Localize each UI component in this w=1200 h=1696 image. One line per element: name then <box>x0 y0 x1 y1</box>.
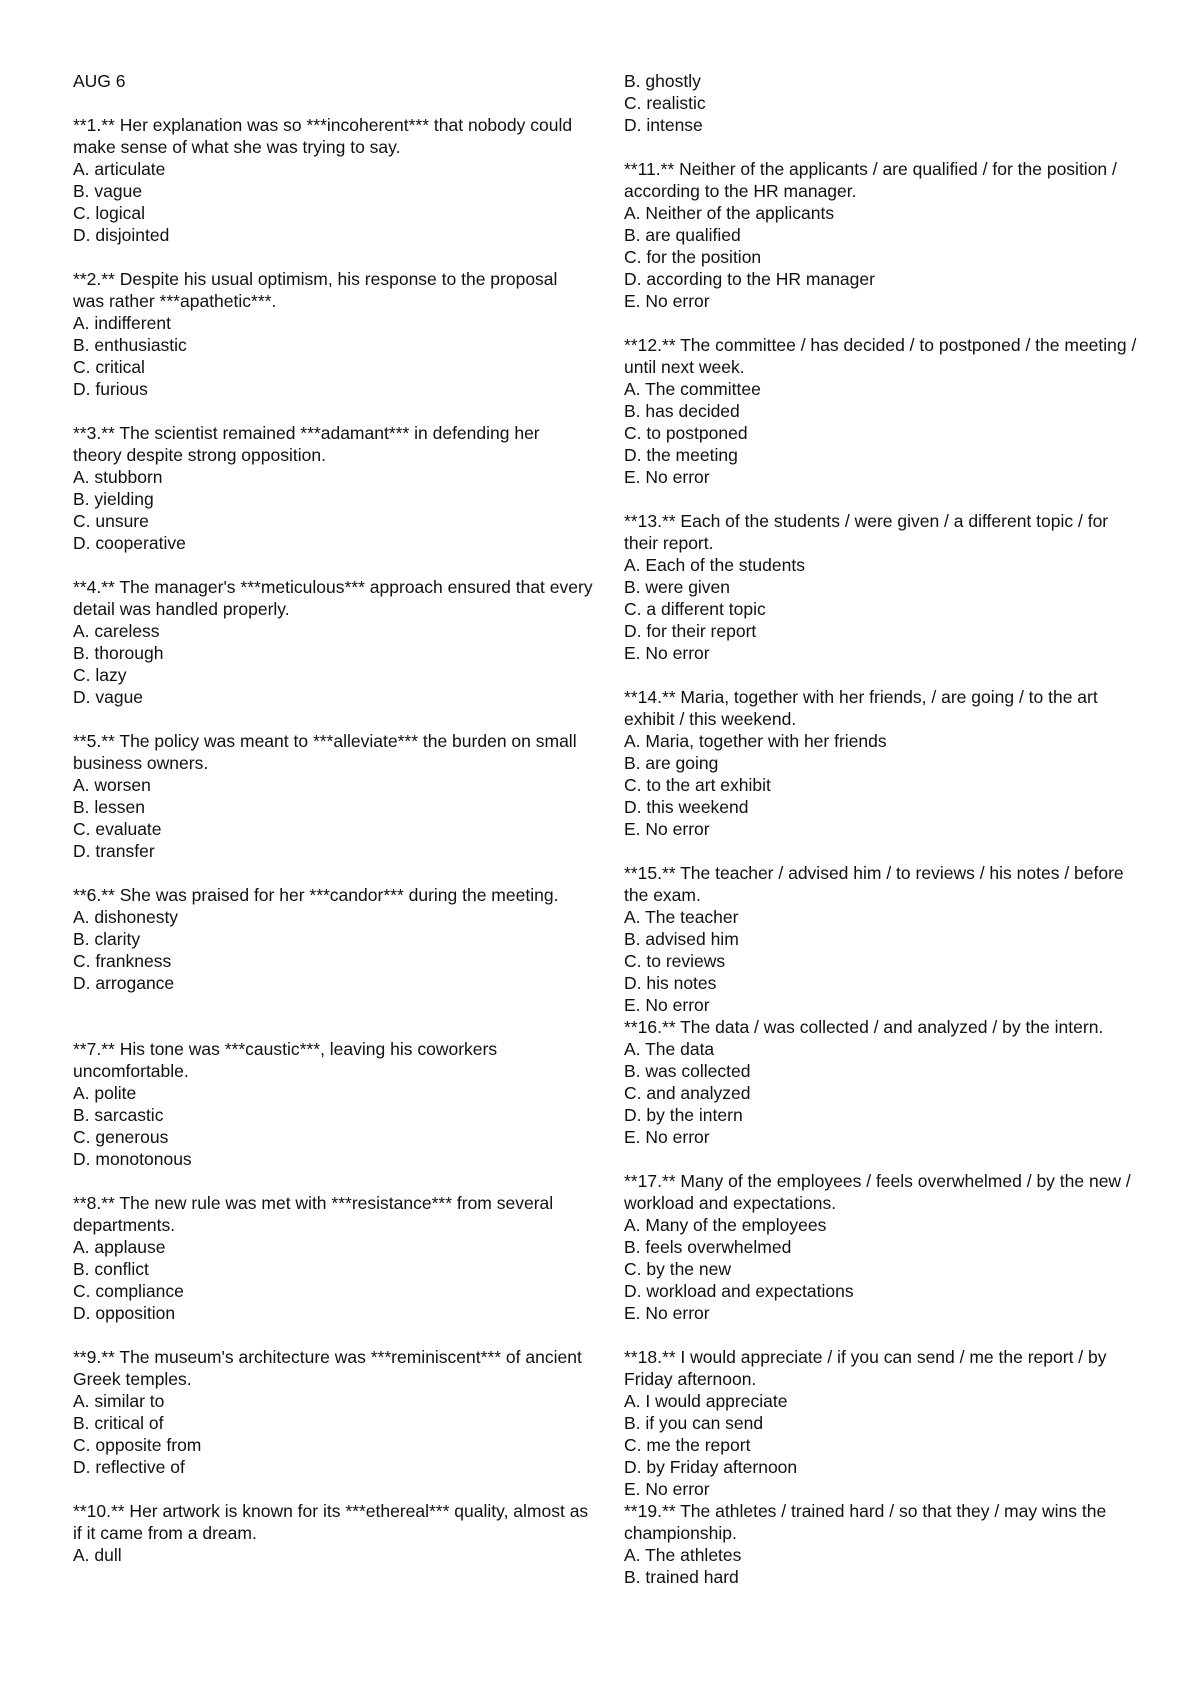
question-11 <box>624 158 1144 312</box>
option: C. me the report <box>624 1435 751 1455</box>
option: D. according to the HR manager <box>624 269 875 289</box>
option: D. transfer <box>73 841 155 861</box>
option: D. monotonous <box>73 1149 192 1169</box>
question-1 <box>73 114 593 246</box>
option: C. lazy <box>73 665 127 685</box>
option: B. critical of <box>73 1413 164 1433</box>
question-5 <box>73 730 593 862</box>
question-16 <box>624 1016 1144 1148</box>
question-4 <box>73 576 593 708</box>
option: A. dishonesty <box>73 907 179 927</box>
option: C. opposite from <box>73 1435 202 1455</box>
option: A. The athletes <box>624 1545 742 1565</box>
option: C. and analyzed <box>624 1083 751 1103</box>
option: A. The data <box>624 1039 715 1059</box>
option: A. dull <box>73 1545 122 1565</box>
option: A. indifferent <box>73 313 171 333</box>
question-stem: **16.** The data / was collected / and analyzed / by the intern. <box>624 1017 1104 1037</box>
option: A. Maria, together with her friends <box>624 731 887 751</box>
option: C. for the position <box>624 247 762 267</box>
option: C. to postponed <box>624 423 748 443</box>
question-17 <box>624 1170 1144 1324</box>
option: D. arrogance <box>73 973 175 993</box>
option: B. lessen <box>73 797 145 817</box>
question-stem: **7.** His tone was ***caustic***, leaving his coworkers uncomfortable. <box>73 1039 498 1081</box>
option: A. The committee <box>624 379 761 399</box>
question-stem: **18.** I would appreciate / if you can send / me the report / by Friday afternoon. <box>624 1347 1107 1389</box>
option: D. the meeting <box>624 445 738 465</box>
option: C. to the art exhibit <box>624 775 771 795</box>
option: A. applause <box>73 1237 166 1257</box>
option: C. compliance <box>73 1281 184 1301</box>
option: E. No error <box>624 1127 710 1147</box>
option: D. furious <box>73 379 148 399</box>
option: A. The teacher <box>624 907 739 927</box>
option: B. are qualified <box>624 225 741 245</box>
option: B. sarcastic <box>73 1105 164 1125</box>
option: D. workload and expectations <box>624 1281 854 1301</box>
question-10 <box>73 1500 593 1566</box>
option: C. a different topic <box>624 599 766 619</box>
question-3 <box>73 422 593 554</box>
option: B. if you can send <box>624 1413 764 1433</box>
left-column <box>73 70 593 1566</box>
option: C. unsure <box>73 511 149 531</box>
question-stem: **9.** The museum's architecture was ***reminiscent*** of ancient Greek temples. <box>73 1347 582 1389</box>
question-stem: **8.** The new rule was met with ***resistance*** from several departments. <box>73 1193 554 1235</box>
option: D. cooperative <box>73 533 186 553</box>
option: E. No error <box>624 291 710 311</box>
option: D. by the intern <box>624 1105 743 1125</box>
option: A. articulate <box>73 159 166 179</box>
option: E. No error <box>624 819 710 839</box>
option: A. Neither of the applicants <box>624 203 835 223</box>
option: A. worsen <box>73 775 151 795</box>
option: D. his notes <box>624 973 717 993</box>
option: B. ghostly <box>624 71 701 91</box>
question-13 <box>624 510 1144 664</box>
right-column <box>624 70 1144 1588</box>
question-2 <box>73 268 593 400</box>
question-stem: **1.** Her explanation was so ***incoherent*** that nobody could make sense of what she was trying to say. <box>73 115 573 157</box>
option: D. opposition <box>73 1303 176 1323</box>
question-stem: **19.** The athletes / trained hard / so that they / may wins the championship. <box>624 1501 1107 1543</box>
question-stem: **10.** Her artwork is known for its ***ethereal*** quality, almost as if it came from a dream. <box>73 1501 589 1543</box>
option: B. was collected <box>624 1061 751 1081</box>
option: D. disjointed <box>73 225 170 245</box>
option: C. logical <box>73 203 145 223</box>
question-stem: **13.** Each of the students / were given / a different topic / for their report. <box>624 511 1109 553</box>
question-18 <box>624 1346 1144 1500</box>
option: B. clarity <box>73 929 141 949</box>
option: A. careless <box>73 621 160 641</box>
option: E. No error <box>624 643 710 663</box>
question-14 <box>624 686 1144 840</box>
option: B. advised him <box>624 929 739 949</box>
option: B. conflict <box>73 1259 149 1279</box>
question-8 <box>73 1192 593 1324</box>
option: D. this weekend <box>624 797 749 817</box>
option: D. vague <box>73 687 144 707</box>
question-7 <box>73 1038 593 1170</box>
question-19 <box>624 1500 1144 1588</box>
page-title: AUG 6 <box>73 71 126 91</box>
question-stem: **2.** Despite his usual optimism, his response to the proposal was rather ***apathetic***. <box>73 269 558 311</box>
option: C. frankness <box>73 951 172 971</box>
option: A. Each of the students <box>624 555 805 575</box>
option: D. intense <box>624 115 703 135</box>
question-10-continued <box>624 70 1144 136</box>
option: C. to reviews <box>624 951 726 971</box>
question-stem: **17.** Many of the employees / feels overwhelmed / by the new / workload and expectations. <box>624 1171 1131 1213</box>
option: B. feels overwhelmed <box>624 1237 792 1257</box>
option: C. evaluate <box>73 819 162 839</box>
option: A. polite <box>73 1083 137 1103</box>
option: E. No error <box>624 1479 710 1499</box>
question-15 <box>624 862 1144 1016</box>
option: A. I would appreciate <box>624 1391 788 1411</box>
option: B. has decided <box>624 401 740 421</box>
option: C. realistic <box>624 93 706 113</box>
question-stem: **11.** Neither of the applicants / are qualified / for the position / according to the HR manager. <box>624 159 1117 201</box>
question-stem: **14.** Maria, together with her friends, / are going / to the art exhibit / this weekend. <box>624 687 1098 729</box>
question-stem: **5.** The policy was meant to ***alleviate*** the burden on small business owners. <box>73 731 577 773</box>
option: E. No error <box>624 995 710 1015</box>
option: B. were given <box>624 577 731 597</box>
question-stem: **15.** The teacher / advised him / to reviews / his notes / before the exam. <box>624 863 1124 905</box>
question-6 <box>73 884 593 994</box>
question-stem: **3.** The scientist remained ***adamant*** in defending her theory despite strong opposition. <box>73 423 540 465</box>
option: A. stubborn <box>73 467 163 487</box>
option: B. enthusiastic <box>73 335 187 355</box>
option: E. No error <box>624 467 710 487</box>
question-stem: **12.** The committee / has decided / to postponed / the meeting / until next week. <box>624 335 1137 377</box>
option: C. generous <box>73 1127 169 1147</box>
option: B. yielding <box>73 489 154 509</box>
option: B. trained hard <box>624 1567 739 1587</box>
option: C. by the new <box>624 1259 731 1279</box>
question-12 <box>624 334 1144 488</box>
option: C. critical <box>73 357 145 377</box>
option: D. reflective of <box>73 1457 185 1477</box>
option: B. vague <box>73 181 143 201</box>
option: A. Many of the employees <box>624 1215 827 1235</box>
option: A. similar to <box>73 1391 165 1411</box>
question-9 <box>73 1346 593 1478</box>
question-stem: **4.** The manager's ***meticulous*** approach ensured that every detail was handled properly. <box>73 577 593 619</box>
question-stem: **6.** She was praised for her ***candor*** during the meeting. <box>73 885 559 905</box>
option: D. for their report <box>624 621 757 641</box>
option: B. thorough <box>73 643 164 663</box>
option: B. are going <box>624 753 719 773</box>
option: D. by Friday afternoon <box>624 1457 798 1477</box>
option: E. No error <box>624 1303 710 1323</box>
